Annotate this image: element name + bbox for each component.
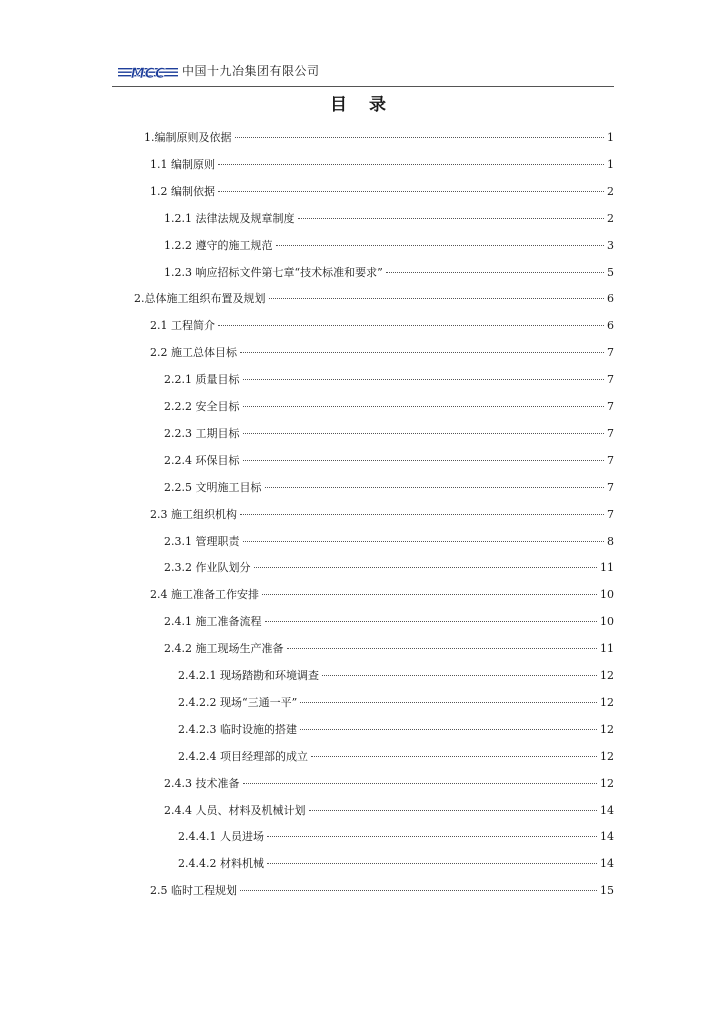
toc-entry-page: 10 [600, 588, 614, 602]
toc-leader-dots [240, 352, 604, 353]
toc-leader-dots [322, 675, 597, 676]
toc-entry-page: 11 [600, 642, 614, 656]
toc-entry[interactable] [150, 587, 614, 603]
toc-entry-page: 12 [600, 749, 614, 763]
toc-entry-page: 7 [607, 346, 614, 360]
toc-entry-label: 2.4.3 技术准备 [164, 776, 240, 790]
toc-entry[interactable] [164, 372, 614, 388]
toc-entry-label: 2.4.2 施工现场生产准备 [164, 642, 284, 656]
toc-entry-page: 12 [600, 776, 614, 790]
toc-entry[interactable] [164, 453, 614, 469]
toc-entry-page: 6 [607, 319, 614, 333]
toc-entry[interactable] [164, 426, 614, 442]
toc-entry[interactable] [164, 641, 614, 657]
toc-leader-dots [218, 164, 604, 165]
toc-entry-page: 11 [600, 561, 614, 575]
toc-entry-label: 2.4.1 施工准备流程 [164, 615, 262, 629]
toc-entry-label: 2.1 工程简介 [150, 319, 215, 333]
toc-entry-label: 2.4.4.1 人员进场 [178, 830, 264, 844]
toc-entry-page: 14 [600, 803, 614, 817]
toc-entry[interactable] [178, 856, 614, 872]
toc-entry[interactable] [178, 722, 614, 738]
toc-entry[interactable] [150, 184, 614, 200]
toc-leader-dots [265, 621, 598, 622]
toc-entry[interactable] [134, 291, 614, 307]
toc-entry-page: 7 [607, 480, 614, 494]
toc-leader-dots [267, 863, 597, 864]
toc-entry-page: 3 [607, 238, 614, 252]
toc-entry-label: 2.4.2.4 项目经理部的成立 [178, 749, 308, 763]
toc-leader-dots [276, 245, 605, 246]
toc-entry[interactable] [150, 345, 614, 361]
toc-leader-dots [218, 191, 604, 192]
company-name: 中国十九冶集团有限公司 [182, 64, 320, 78]
toc-entry-page: 8 [607, 534, 614, 548]
toc-entry-label: 2.3.1 管理职责 [164, 534, 240, 548]
toc-leader-dots [300, 729, 597, 730]
toc-leader-dots [386, 272, 604, 273]
toc-entry[interactable] [178, 668, 614, 684]
toc-leader-dots [243, 541, 605, 542]
toc-entry-page: 2 [607, 211, 614, 225]
toc-entry-label: 2.2.1 质量目标 [164, 373, 240, 387]
toc-entry-page: 10 [600, 615, 614, 629]
toc-entry-page: 7 [607, 453, 614, 467]
toc-leader-dots [309, 810, 598, 811]
page-header [112, 58, 614, 86]
toc-leader-dots [287, 648, 598, 649]
toc-leader-dots [240, 890, 597, 891]
toc-entry-label: 1.2.2 遵守的施工规范 [164, 238, 273, 252]
toc-entry-label: 1.2 编制依据 [150, 184, 215, 198]
toc-entry[interactable] [164, 560, 614, 576]
toc-entry-page: 12 [600, 669, 614, 682]
toc-entry[interactable] [150, 318, 614, 334]
toc-entry[interactable] [164, 776, 614, 792]
toc-leader-dots [298, 218, 605, 219]
toc-entry[interactable] [164, 211, 614, 227]
toc-entry-page: 7 [607, 400, 614, 413]
toc-leader-dots [300, 702, 597, 703]
header-divider [112, 86, 614, 87]
toc-leader-dots [240, 514, 604, 515]
toc-entry-page: 5 [607, 265, 614, 279]
toc-leader-dots [262, 594, 597, 595]
toc-entry[interactable] [164, 238, 614, 254]
toc-leader-dots [243, 783, 598, 784]
toc-leader-dots [218, 325, 604, 326]
toc-entry-label: 2.总体施工组织布置及规划 [134, 292, 266, 306]
toc-leader-dots [243, 406, 605, 407]
toc-entry-page: 2 [607, 184, 614, 198]
toc-entry-label: 2.4.4 人员、材料及机械计划 [164, 803, 306, 817]
toc-entry-label: 2.2 施工总体目标 [150, 346, 237, 360]
toc-entry[interactable] [144, 130, 614, 146]
toc-entry-page: 15 [600, 884, 614, 898]
toc-entry-page: 12 [600, 722, 614, 736]
toc-entry-label: 2.2.2 安全目标 [164, 400, 240, 413]
toc-entry-label: 2.3.2 作业队划分 [164, 561, 251, 575]
toc-entry-page: 1 [607, 157, 614, 171]
toc-entry-label: 2.2.3 工期目标 [164, 426, 240, 440]
toc-leader-dots [311, 756, 597, 757]
toc-entry[interactable] [150, 507, 614, 523]
toc-leader-dots [265, 487, 605, 488]
toc-entry[interactable] [150, 157, 614, 173]
toc-leader-dots [243, 433, 605, 434]
toc-entry-label: 2.4.4.2 材料机械 [178, 857, 264, 871]
toc-entry-page: 14 [600, 857, 614, 871]
toc-leader-dots [254, 567, 598, 568]
toc-entry-page: 12 [600, 695, 614, 709]
toc-leader-dots [243, 460, 605, 461]
toc-entry-page: 1 [607, 131, 614, 144]
toc-entry-label: 2.3 施工组织机构 [150, 507, 237, 521]
logo-text: MCC [130, 66, 166, 80]
toc-leader-dots [243, 379, 605, 380]
toc-entry[interactable] [164, 534, 614, 550]
toc-entry-label: 2.4.2.3 临时设施的搭建 [178, 722, 297, 736]
toc-entry[interactable] [164, 399, 614, 415]
page-title: 目 录 [330, 95, 394, 115]
toc-entry-page: 7 [607, 426, 614, 440]
mcc-logo [118, 64, 178, 80]
toc-leader-dots [269, 298, 605, 299]
toc-leader-dots [235, 137, 605, 138]
toc-entry[interactable] [178, 749, 614, 765]
toc-entry[interactable] [164, 480, 614, 496]
toc-entry-label: 2.4.2.2 现场“三通一平” [178, 695, 298, 709]
toc-entry[interactable] [164, 265, 614, 281]
toc-entry-label: 1.1 编制原则 [150, 157, 215, 171]
toc-entry[interactable] [178, 695, 614, 711]
toc-entry-label: 2.4 施工准备工作安排 [150, 588, 259, 602]
toc-entry-label: 2.4.2.1 现场踏勘和环境调查 [178, 669, 319, 682]
toc-entry-page: 7 [607, 507, 614, 521]
toc-entry-label: 2.2.4 环保目标 [164, 453, 240, 467]
toc-entry-page: 6 [607, 292, 614, 306]
toc-entry-label: 2.5 临时工程规划 [150, 884, 237, 898]
toc-entry[interactable] [164, 614, 614, 630]
toc-entry[interactable] [150, 883, 614, 899]
toc-entry-page: 7 [607, 373, 614, 387]
toc-entry-page: 14 [600, 830, 614, 844]
toc-entry-label: 2.2.5 文明施工目标 [164, 480, 262, 494]
toc-entry[interactable] [164, 803, 614, 819]
toc-entry[interactable] [178, 829, 614, 845]
toc-entry-label: 1.编制原则及依据 [144, 131, 232, 144]
toc-entry-label: 1.2.3 响应招标文件第七章“技术标准和要求” [164, 265, 383, 279]
toc-leader-dots [267, 836, 597, 837]
toc-entry-label: 1.2.1 法律法规及规章制度 [164, 211, 295, 225]
